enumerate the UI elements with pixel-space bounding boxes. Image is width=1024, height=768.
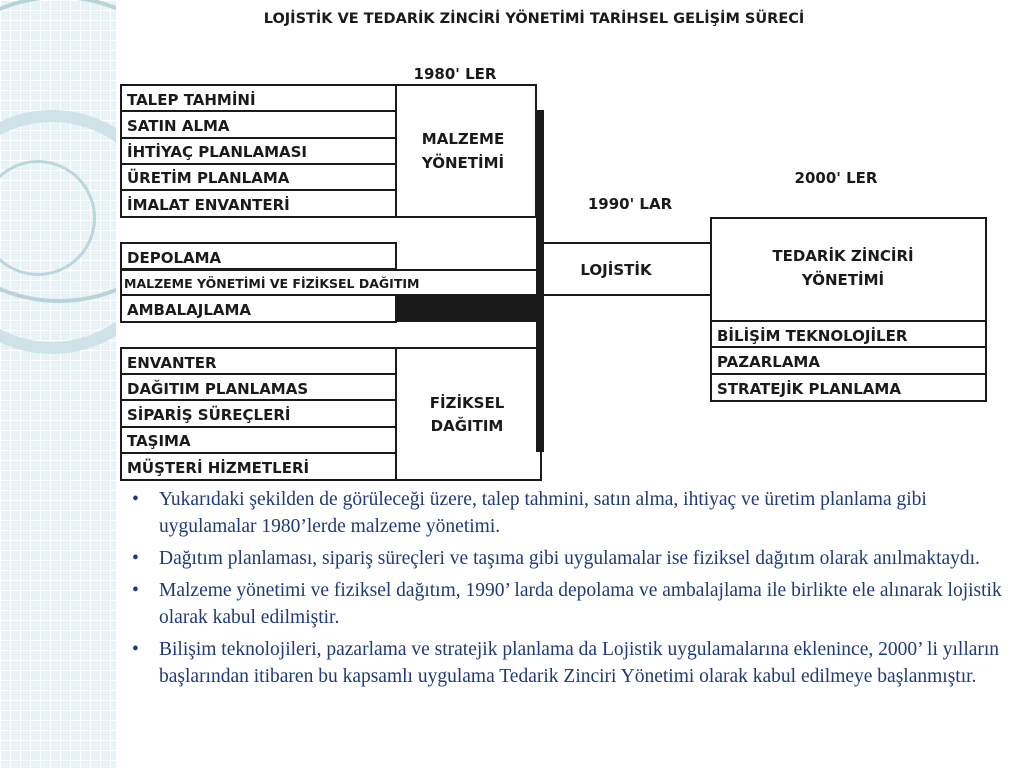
vertical-connector bbox=[536, 110, 544, 452]
fiziksel-item: ENVANTER bbox=[127, 354, 217, 372]
bullet-item bbox=[130, 486, 1010, 540]
era-label-1990: 1990' LAR bbox=[587, 195, 673, 213]
tz-label: YÖNETİMİ bbox=[801, 271, 885, 289]
decorative-side-panel bbox=[0, 0, 116, 768]
tz-item: STRATEJİK PLANLAMA bbox=[717, 380, 901, 398]
bullet-dot: • bbox=[132, 548, 139, 569]
fiziksel-item: TAŞIMA bbox=[127, 432, 191, 450]
bullet-item bbox=[130, 545, 1010, 572]
malzeme-item: ÜRETİM PLANLAMA bbox=[127, 169, 290, 187]
malzeme-item: TALEP TAHMİNİ bbox=[127, 91, 256, 109]
middle-item-highlight: MALZEME YÖNETİMİ VE FİZİKSEL DAĞITIM bbox=[124, 276, 420, 291]
bullet-dot: • bbox=[132, 639, 139, 660]
middle-item: AMBALAJLAMA bbox=[127, 301, 252, 319]
fiziksel-item: MÜŞTERİ HİZMETLERİ bbox=[127, 459, 310, 477]
black-bar bbox=[396, 295, 541, 322]
malzeme-label: MALZEME bbox=[421, 130, 505, 148]
malzeme-item: İMALAT ENVANTERİ bbox=[127, 196, 290, 214]
fiziksel-group-box bbox=[396, 348, 541, 480]
bullet-dot: • bbox=[132, 489, 139, 510]
bullet-text: Malzeme yönetimi ve fiziksel dağıtım, 1990’ larda depolama ve ambalajlama ile birlikte ele alınarak lojistik olarak kabul edilmiştir. bbox=[159, 580, 1002, 628]
fiziksel-item: DAĞITIM PLANLAMAS bbox=[127, 380, 309, 398]
malzeme-item: İHTİYAÇ PLANLAMASI bbox=[127, 143, 308, 161]
malzeme-item: SATIN ALMA bbox=[127, 117, 230, 135]
malzeme-group-box bbox=[396, 85, 536, 217]
era-label-2000: 2000' LER bbox=[794, 169, 878, 187]
bullet-text: Dağıtım planlaması, sipariş süreçleri ve taşıma gibi uygulamalar ise fiziksel dağıtım olarak anılmaktaydı. bbox=[159, 548, 980, 569]
tz-group-box bbox=[711, 218, 986, 321]
fiziksel-item: SİPARİŞ SÜREÇLERİ bbox=[127, 406, 291, 424]
middle-item: DEPOLAMA bbox=[127, 249, 222, 267]
history-diagram bbox=[116, 0, 996, 482]
diagram-title: LOJİSTİK VE TEDARİK ZİNCİRİ YÖNETİMİ TARİHSEL GELİŞİM SÜRECİ bbox=[263, 11, 805, 27]
bullet-text: Bilişim teknolojileri, pazarlama ve stratejik planlama da Lojistik uygulamalarına eklenince, 2000’ li yılların başlarından itibaren bu kapsamlı uygulama Tedarik Zinciri Yönetimi olarak kabul edilmeye başlanmıştır. bbox=[159, 639, 1000, 687]
lojistik-label: LOJİSTİK bbox=[580, 261, 652, 279]
tz-item: BİLİŞİM TEKNOLOJİLER bbox=[717, 327, 908, 345]
diagram-svg bbox=[116, 0, 996, 482]
bullet-item bbox=[130, 577, 1010, 631]
tz-item: PAZARLAMA bbox=[717, 353, 820, 371]
bullet-item bbox=[130, 636, 1010, 690]
bullet-dot: • bbox=[132, 580, 139, 601]
fiziksel-label: DAĞITIM bbox=[430, 417, 504, 435]
malzeme-label: YÖNETİMİ bbox=[421, 154, 505, 172]
era-label-1980: 1980' LER bbox=[413, 65, 497, 83]
bullet-text: Yukarıdaki şekilden de görüleceği üzere, talep tahmini, satın alma, ihtiyaç ve üretim planlama gibi uygulamalar 1980’lerde malzeme yönetimi. bbox=[159, 489, 927, 537]
explanation-bullet-list bbox=[130, 486, 1010, 695]
fiziksel-label: FİZİKSEL bbox=[429, 394, 505, 412]
tz-label: TEDARİK ZİNCİRİ bbox=[772, 247, 914, 265]
